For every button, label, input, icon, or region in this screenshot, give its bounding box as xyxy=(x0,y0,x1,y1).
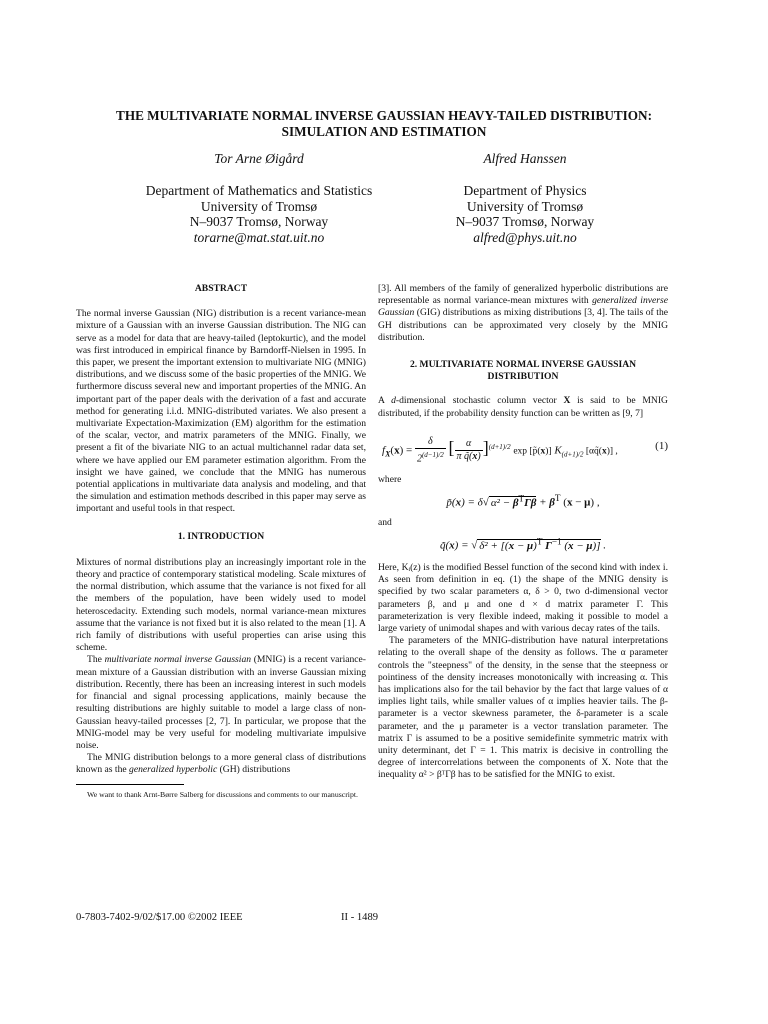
intro-paragraph-3 xyxy=(76,752,366,776)
page-number: II - 1489 xyxy=(341,912,379,923)
intro-paragraph-1: Mixtures of normal distributions play an increasingly important role in the theory and practice of contemporary statistical modeling. Scale mixtures of the normal distribution, which assume that the variance is not fixed for all the members of the population, have been widely used to model heteroscedacity. Extending such models, normal variance-mean mixtures assume that the variance is not fixed but it is also related to the mean [1]. A rich family of distributions with useful properties can arise using this scheme. xyxy=(76,556,366,654)
text-run: is said to be MNIG distributed, if the probability density function can be written as [9, 7] xyxy=(378,395,668,419)
text-run: A xyxy=(378,395,392,407)
author-department: Department of Mathematics and Statistics xyxy=(145,183,373,198)
right-column xyxy=(378,283,668,782)
abstract-heading: ABSTRACT xyxy=(194,283,248,294)
text-run: -dimensional stochastic column vector xyxy=(395,395,564,407)
author-block-1 xyxy=(124,151,394,245)
footnote: We want to thank Arnt-Børre Salberg for discussions and comments to our manuscript. xyxy=(87,789,358,799)
author-affiliation xyxy=(124,183,394,245)
section-heading-mnig xyxy=(378,359,668,383)
author-city: N–9037 Tromsø, Norway xyxy=(455,214,595,229)
equation-q-tilde: q̃(x) = √ $\delta^2 + [(x - \mu)^T$ $\Gamma^{-1}$ (x − μ)] . xyxy=(440,536,606,552)
text-run: The MNIG distribution belongs to a more general class of distributions known as the xyxy=(76,752,366,776)
and-label: and xyxy=(378,516,392,528)
equation-p-tilde: p̃(x) = δ√ $\alpha^2 - \beta^T\Gamma\beta + \beta^T$ (x − μ) , xyxy=(446,493,600,509)
abstract-text: The normal inverse Gaussian (NIG) distribution is a recent variance-mean mixture of a Gaussian with an inverse Gaussian distribution. The NIG can serve as a model for data that are heavy-tailed (leptokurtic), and the model was first introduced in empirical finance by Barndorff-Nielsen in 1995. In this paper, we present the important extension to multivariate NIG (MNIG) distributions, and we discuss some of the basic properties of the MNIG. We furthermore discuss several new and important properties of the MNIG. An important part of the paper deals with the derivation of a fast and accurate method for generating i.i.d. MNIG-distributed variates. We also present a multivariate Expectation-Maximization (EM) algorithm for the estimation of the scalar, vector, and matrix parameters of the MNIG. Finally, we present a fit of the bivariate NIG to an actual multichannel radar data set, where we have applied our EM parameter estimation algorithm. From the insight we have gained, we conclude that the MNIG has numerous potential applications in multivariate data analysis and modeling, and that the simulation and estimation methods described in this paper may serve as important and useful tools in that respect. xyxy=(76,308,367,515)
author-name: Tor Arne Øigård xyxy=(214,151,304,166)
intro-paragraph-2 xyxy=(76,654,366,752)
equation-1-body: $f_X(x)$ = $\frac{\delta}{2^{(d-1)/2}}$ [ $\frac{\alpha}{\text{π q̃(x)}}$ ]$^{(d+1)/2}$ exp [p̃(x)] $K_{(d+1)/2}$ [αq̃(x)] , xyxy=(382,435,618,465)
author-university: University of Tromsø xyxy=(466,198,584,214)
footnote-divider xyxy=(76,784,184,785)
section-heading-introduction: 1. INTRODUCTION xyxy=(177,530,265,542)
author-department: Department of Physics xyxy=(463,183,587,198)
gh-paragraph xyxy=(378,283,668,344)
emphasis: multivariate normal inverse Gaussian xyxy=(104,654,252,666)
author-name: Alfred Hanssen xyxy=(483,151,567,166)
text-run: The xyxy=(87,654,105,666)
emphasis: generalized inverse Gaussian xyxy=(378,295,668,319)
title-line-1: THE MULTIVARIATE NORMAL INVERSE GAUSSIAN HEAVY-TAILED DISTRIBUTION: xyxy=(116,108,652,123)
emphasis: generalized hyperbolic xyxy=(129,764,218,776)
author-university: University of Tromsø xyxy=(200,198,318,214)
bessel-paragraph: Here, Kᵢ(z) is the modified Bessel function of the second kind with index i. As seen from definition in eq. (1) the shape of the MNIG density is specified by two scalar parameters α, δ > 0, two d-dimensional vector parameters β, and μ and one d × d matrix parameter Γ. This parameterization is very flexible indeed, making it possible to model a large variety of unimodal shapes and with various decay rates of the tails. xyxy=(378,561,668,634)
text-run: (GIG) distributions as mixing distributions [3, 4]. The tails of the GH distributions can be approximated very closely by the MNIG distribution. xyxy=(378,307,668,343)
section-heading-line-2: DISTRIBUTION xyxy=(487,371,559,383)
equation-1-number: (1) xyxy=(655,439,668,452)
title-line-2: SIMULATION AND ESTIMATION xyxy=(281,124,487,139)
section-heading-line-1: 2. MULTIVARIATE NORMAL INVERSE GAUSSIAN xyxy=(409,359,637,371)
author-email: torarne@mat.stat.uit.no xyxy=(193,229,325,245)
math-symbol: X xyxy=(563,395,571,407)
text-run: (GH) distributions xyxy=(217,764,291,776)
text-run: [3]. All members of the family of generalized hyperbolic distributions are representable as normal variance-mean mixtures with xyxy=(378,283,668,307)
parameters-paragraph: The parameters of the MNIG-distribution have natural interpretations relating to the overall shape of the density as follows. The α parameter controls the "steepness" of the density, in the sense that the steepness or pointiness of the density increases monotonically with increasing α. This has implications also for the tail behavior by the fact that large values of α implies light tails, while smaller values of α implies heavier tails. The β-parameter is a vector skewness parameter, the δ-parameter is a scale parameter, and the μ parameter is a vector translation parameter. The matrix Γ is assumed to be a positive semidefinite symmetric matrix with unity determinant, det Γ = 1. This matrix is decisive in controlling the degree of intercorrelations between the components of X. Note that the inequality α² > βᵀΓβ has to be satisfied for the MNIG to exist. xyxy=(378,635,668,781)
copyright-notice: 0-7803-7402-9/02/$17.00 ©2002 IEEE xyxy=(76,912,243,923)
math-symbol: d xyxy=(391,395,396,407)
mnig-definition-paragraph xyxy=(378,395,668,419)
author-city: N–9037 Tromsø, Norway xyxy=(189,214,329,229)
author-email: alfred@phys.uit.no xyxy=(473,229,577,245)
author-block-2 xyxy=(400,151,650,245)
equation-1 xyxy=(378,426,668,472)
where-label: where xyxy=(378,473,402,485)
paper-title xyxy=(60,108,708,140)
text-run: (MNIG) is a recent variance-mean mixture of a Gaussian distribution with an inverse Gaussian mixing distribution. Recently, there has been an increasing interest in such models for financial and signal processing applications, mainly because the resulting distributions are highly suitable to model a large class of non-Gaussian heavy-tailed processes [2, 7]. In particular, we propose that the MNIG-model may be very useful for modeling multivariate impulsive noise. xyxy=(76,654,367,751)
author-affiliation xyxy=(400,183,650,245)
left-column xyxy=(76,283,366,800)
